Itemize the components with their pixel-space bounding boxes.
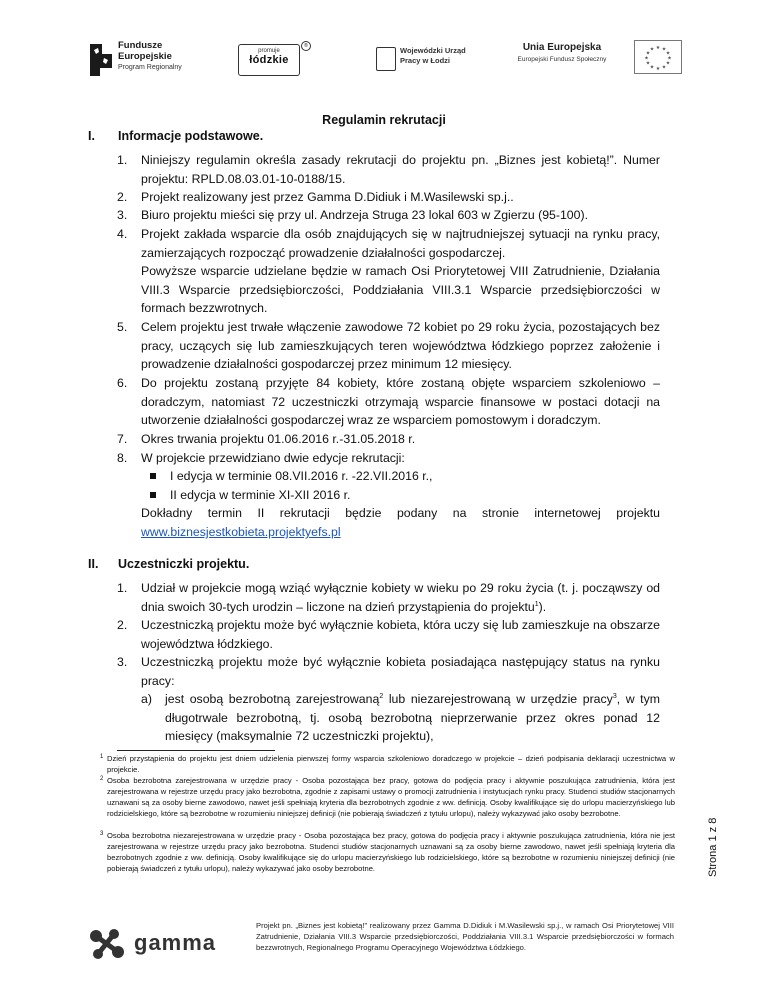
wup-line2: Pracy w Łodzi bbox=[400, 56, 451, 65]
project-link-line bbox=[141, 523, 660, 542]
svg-text:★: ★ bbox=[665, 60, 671, 67]
square-bullet-icon bbox=[150, 473, 156, 479]
footnote-ref-3[interactable]: 3 bbox=[612, 692, 617, 700]
list-item: 8. W projekcie przewidziano dwie edycje rekrutacji: bbox=[117, 451, 405, 465]
header-logos bbox=[88, 30, 688, 90]
lodzkie-logo bbox=[238, 43, 308, 76]
section-2-label: Uczestniczki projektu. bbox=[118, 557, 250, 571]
svg-text:★: ★ bbox=[667, 55, 672, 62]
lodz-big: łódzkie bbox=[249, 54, 289, 66]
wup-line1: Wojewódzki Urząd bbox=[400, 46, 466, 55]
svg-text:★: ★ bbox=[649, 46, 655, 53]
section-1-number: I. bbox=[88, 129, 95, 143]
list-item: 3. Biuro projektu mieści się przy ul. Andrzeja Struga 23 lokal 603 w Zgierzu (95-100). bbox=[117, 208, 588, 222]
svg-text:★: ★ bbox=[649, 64, 655, 71]
list-item: 5. Celem projektu jest trwałe włączenie zawodowe 72 kobiet po 29 roku życia, pozostających bez pracy, uczących się lub zamieszkujących teren województwa łódzkiego poprzez założenie i prowadzenie działalności gospodarczej przez minimum 12 miesięcy. bbox=[117, 320, 660, 372]
eu-flag-icon bbox=[634, 40, 682, 74]
list-item: 1. Udział w projekcie mogą wziąć wyłącznie kobiety w wieku po 29 roku życia (t. j. począwszy od dnia swoich 30-tych urodzin – liczone na dzień przystąpienia do projektu$^1$). bbox=[117, 581, 660, 614]
lodz-small: promuje bbox=[258, 48, 280, 54]
footnote-ref-2[interactable]: 2 bbox=[379, 692, 384, 700]
svg-text:★: ★ bbox=[644, 55, 649, 62]
svg-text:★: ★ bbox=[645, 50, 651, 57]
list-item: 4. Projekt zakłada wsparcie dla osób znajdujących się w najtrudniejszej sytuacji na rynku pracy, zamierzających rozpocząć prowadzenie działalności gospodarczej. bbox=[117, 227, 660, 260]
gamma-wordmark: gamma bbox=[134, 930, 217, 955]
ue-title: Unia Europejska bbox=[522, 42, 602, 53]
page-number-label: Strona 1 z 8 bbox=[707, 817, 719, 877]
gamma-mark-icon bbox=[88, 928, 130, 960]
item-4-extra-paragraph: Powyższe wsparcie udzielane będzie w ramach Osi Priorytetowej VIII Zatrudnienie, Działania VIII.3 Wsparcie przedsiębiorczości, Poddziałania VIII.3.1 Wsparcie przedsiębiorczości w formach bezzwrotnych. bbox=[141, 264, 660, 316]
footnote: 3 Osoba bezrobotna niezarejestrowana w urzędzie pracy - Osoba pozostająca bez pracy, gotowa do podjęcia pracy i aktywnie poszukująca zatrudnienia, która nie jest zarejestrowana w rejestrze urzędu pracy jako bezrobotna. Studenci studiów stacjonarnych uznawani są za osoby bierne zawodowo, nawet jeśli spełniają kryteria dla bezrobotnych zgodnie z ww. definicją. Osoby kwalifikujące się do urlopu macierzyńskiego lub rodzicielskiego, które są bezrobotne w rozumieniu niniejszej definicji (nie pobierają świadczeń z tytułu urlopu), należy wykazywać jako osoby bezrobotne. bbox=[100, 831, 675, 873]
svg-text:★: ★ bbox=[661, 46, 667, 53]
svg-text:★: ★ bbox=[645, 60, 651, 67]
svg-text:★: ★ bbox=[661, 64, 667, 71]
fe-line2: Europejskie bbox=[118, 51, 172, 62]
fe-star-icon bbox=[88, 38, 114, 78]
footnote: 2 Osoba bezrobotna zarejestrowana w urzędzie pracy - Osoba pozostająca bez pracy, gotowa do podjęcia pracy i aktywnie poszukująca zatrudnienia, która jest zarejestrowana w rejestrze urzędu pracy jako bezrobotna, zgodnie z zapisami ustawy o promocji zatrudnienia i instytucjach rynku pracy. Studenci studiów stacjonarnych uznawani są za osoby bierne zawodowo, nawet jeśli spełniają kryteria dla bezrobotnych zgodnie z ww. definicją. Osoby kwalifikujące się do urlopu macierzyńskiego lub rodzicielskiego, które są bezrobotne w rozumieniu niniejszej definicji (nie pobierają świadczeń z tytułu urlopu), należy wykazywać jako osoby bezrobotne. bbox=[100, 776, 675, 818]
unia-europejska-logo bbox=[512, 40, 692, 80]
footer-text: Projekt pn. „Biznes jest kobietą!” realizowany przez Gamma D.Didiuk i M.Wasilewski sp.j., w ramach Osi Priorytetowej VIII Zatrudnienie, Działania VIII.3 Wsparcie przedsiębiorczości, Poddziałania VIII.3.1 Wsparcie przedsiębiorczości w formach bezzwrotnych, Regionalnego Programu Operacyjnego Województwa Łódzkiego. bbox=[256, 921, 674, 953]
section-1-label: Informacje podstawowe. bbox=[118, 129, 264, 143]
fundusze-europejskie-logo bbox=[88, 34, 228, 84]
square-bullet-icon bbox=[150, 492, 156, 498]
footnote-divider bbox=[117, 750, 275, 751]
bullet-item: II edycja w terminie XI-XII 2016 r. bbox=[150, 486, 350, 505]
wup-logo bbox=[376, 44, 486, 74]
list-item: 7. Okres trwania projektu 01.06.2016 r.-31.05.2018 r. bbox=[117, 432, 416, 446]
svg-text:★: ★ bbox=[655, 45, 661, 51]
bullet-item: I edycja w terminie 08.VII.2016 r. -22.VII.2016 r., bbox=[150, 467, 432, 486]
list-item: 2. Uczestniczką projektu może być wyłącznie kobieta, która uczy się lub zamieszkuje na obszarze województwa łódzkiego. bbox=[117, 618, 660, 651]
registered-icon: ® bbox=[301, 41, 311, 51]
termin-paragraph: Dokładny termin II rekrutacji będzie podany na stronie internetowej projektu bbox=[141, 506, 660, 520]
fe-line3: Program Regionalny bbox=[118, 64, 182, 71]
fe-line1: Fundusze bbox=[118, 40, 163, 51]
svg-text:★: ★ bbox=[665, 50, 671, 57]
svg-text:★: ★ bbox=[655, 66, 661, 72]
footnote: 1 Dzień przystąpienia do projektu jest dniem udzielenia pierwszej formy wsparcia szkoleniowo doradczego w projekcie – dzień podpisania deklaracji uczestnictwa w projekcie. bbox=[100, 754, 675, 774]
project-website-link[interactable]: www.biznesjestkobieta.projektyefs.pl bbox=[141, 525, 341, 539]
footnote-ref-1[interactable]: 1 bbox=[534, 600, 539, 608]
list-item: 6. Do projektu zostaną przyjęte 84 kobiety, które zostaną objęte wsparciem szkoleniowo – doradczym, natomiast 72 uczestniczki otrzymają wsparcie finansowe w postaci dotacji na utworzenie działalności gospodarczej wraz ze wsparciem pomostowym i doradczym. bbox=[117, 376, 660, 428]
section-2-number: II. bbox=[88, 557, 99, 571]
wup-emblem-icon bbox=[376, 47, 396, 71]
list-item: 1. Niniejszy regulamin określa zasady rekrutacji do projektu pn. „Biznes jest kobietą!”. Numer projektu: RPLD.08.03.01-10-0188/15. bbox=[117, 153, 660, 186]
list-item: 3. Uczestniczką projektu może być wyłącznie kobieta posiadająca następujący status na rynku pracy: bbox=[117, 655, 660, 688]
list-item: 2. Projekt realizowany jest przez Gamma D.Didiuk i M.Wasilewski sp.j.. bbox=[117, 190, 514, 204]
sub-item-a: a) jest osobą bezrobotną zarejestrowaną$^2$ lub niezarejestrowaną w urzędzie pracy$^3$, w tym długotrwale bezrobotną, tj. osobą bezrobotną nieprzerwanie przez okres ponad 12 miesięcy (maksymalnie 72 uczestniczki projektu), bbox=[141, 692, 660, 744]
page-title: Regulamin rekrutacji bbox=[322, 113, 446, 127]
ue-sub: Europejski Fundusz Społeczny bbox=[517, 56, 607, 63]
gamma-logo bbox=[88, 924, 238, 964]
